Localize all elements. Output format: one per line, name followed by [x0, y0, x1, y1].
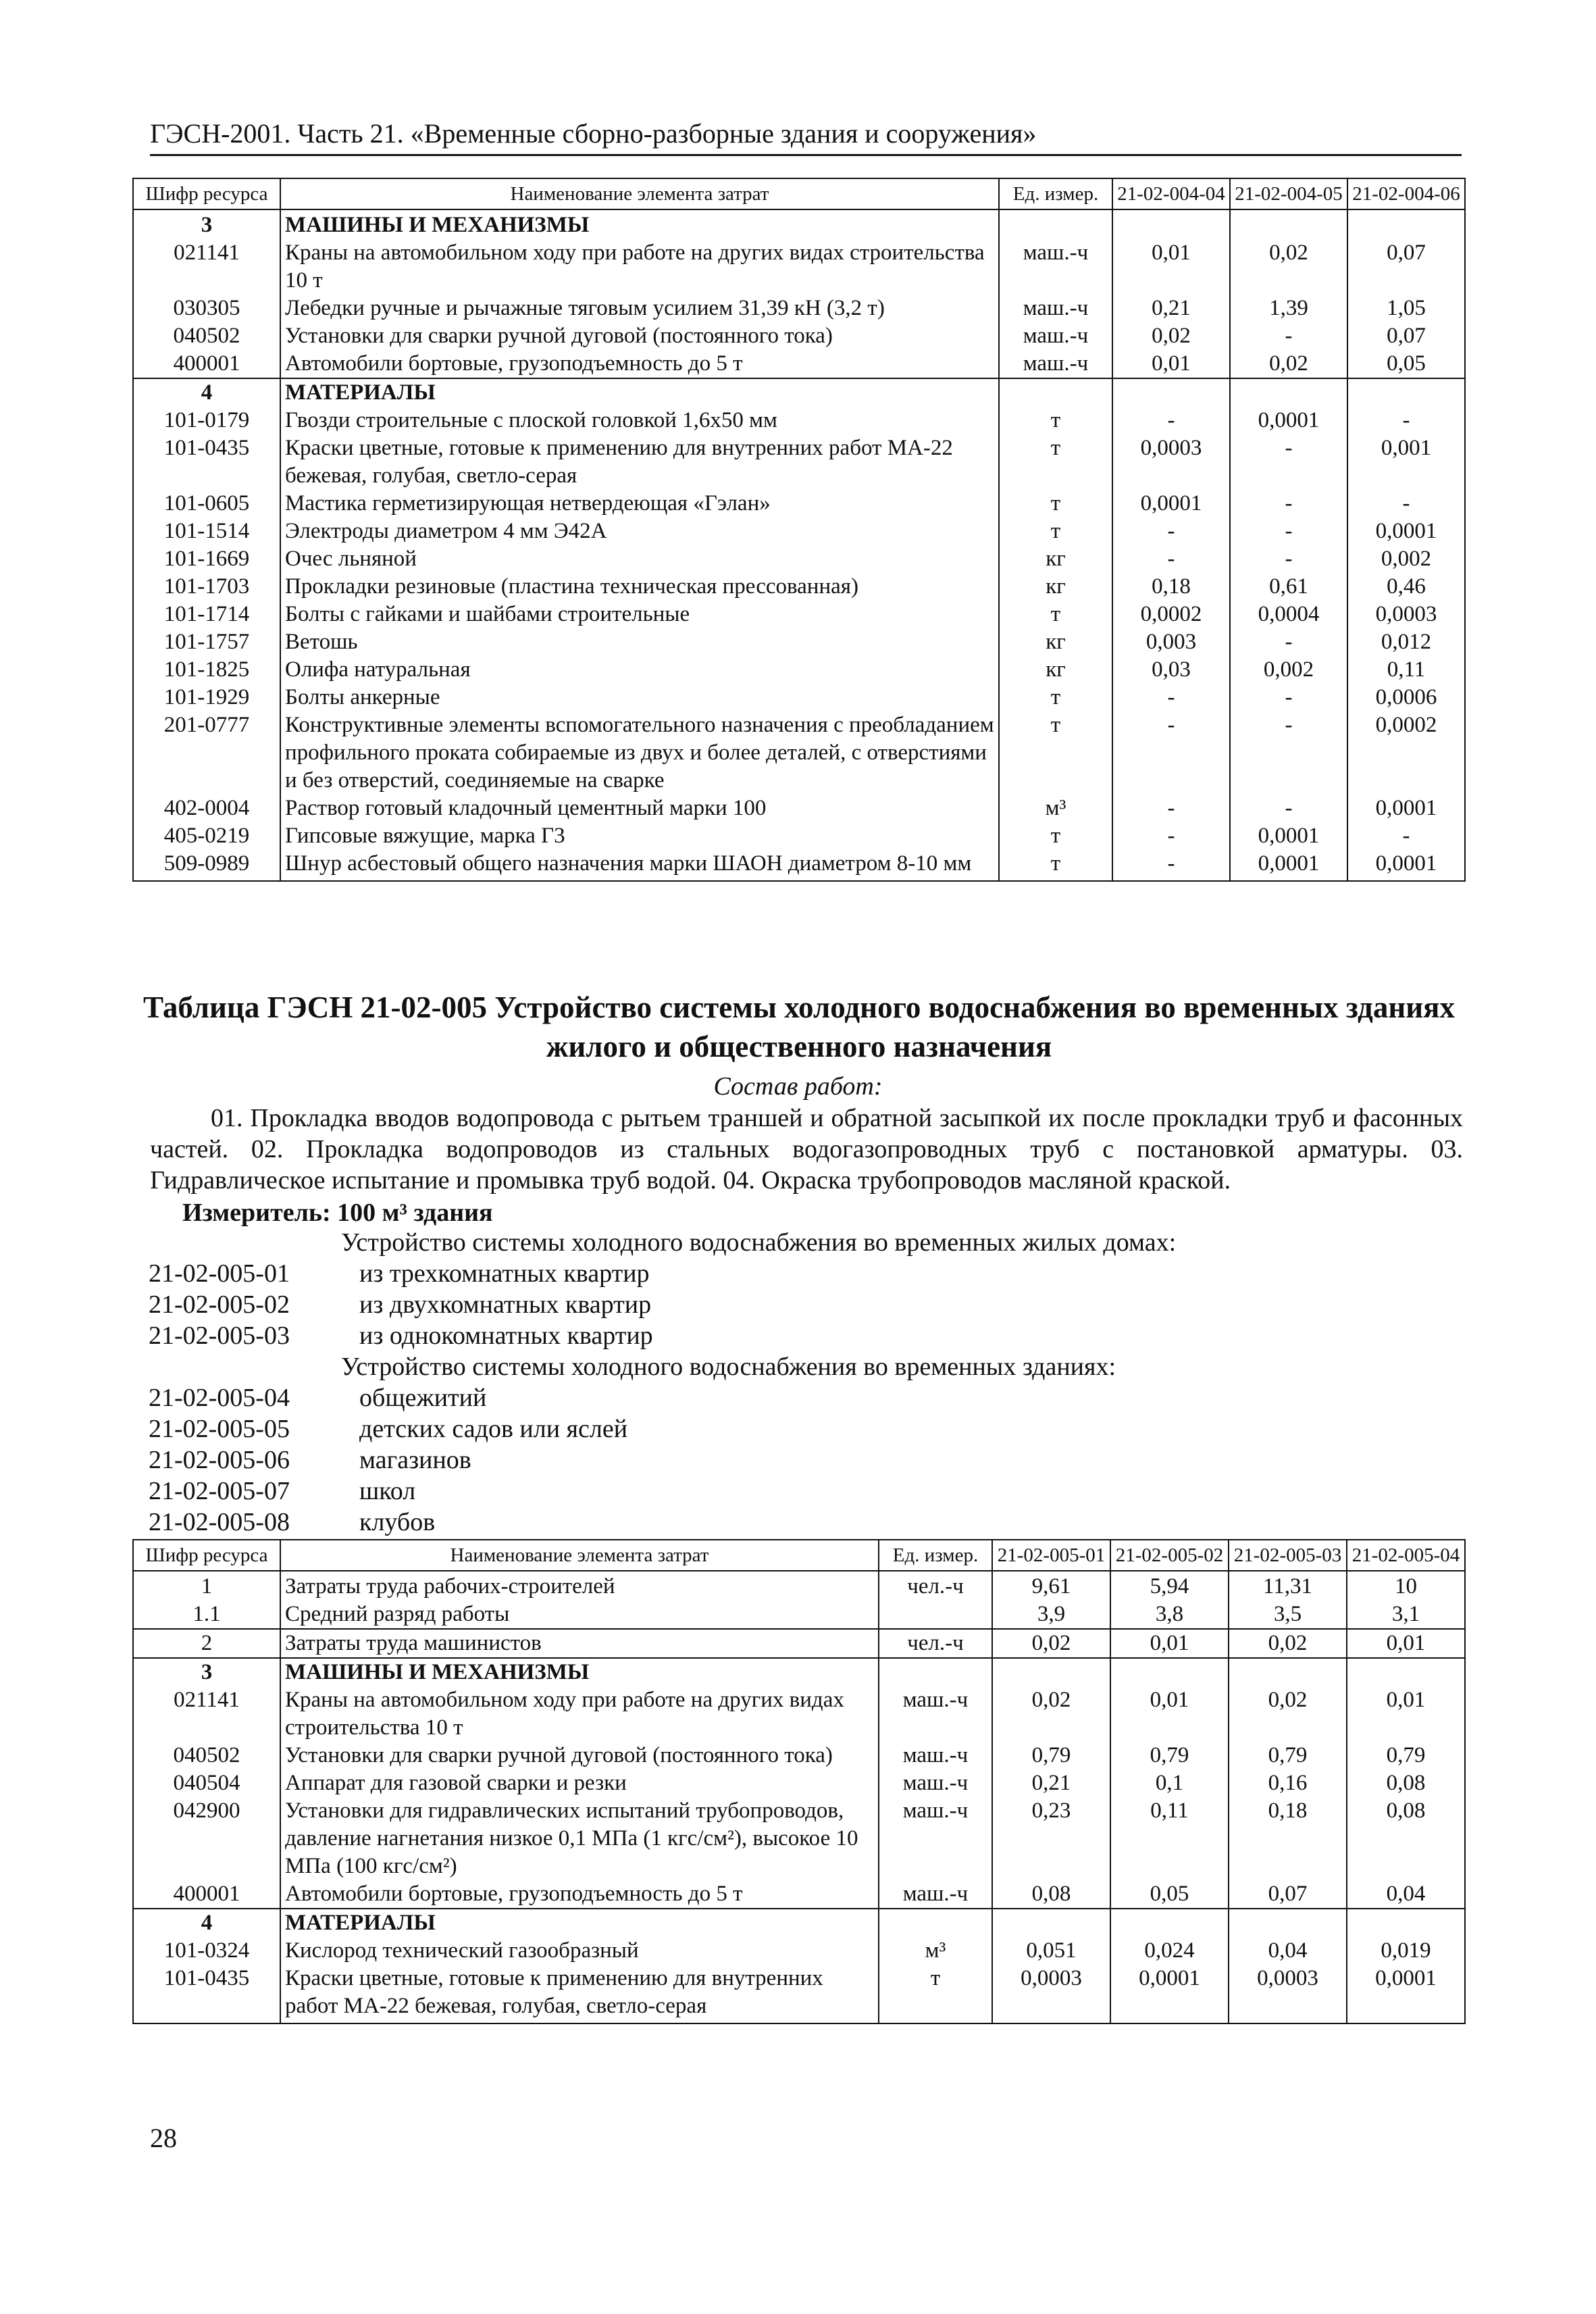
- norm-value-cell: 0,07: [1347, 239, 1465, 295]
- norm-value-cell: 0,18: [1112, 573, 1230, 601]
- norm-value-cell: 0,08: [1347, 1769, 1465, 1797]
- resource-code-cell: 101-1929: [133, 684, 280, 711]
- norm-value-cell: -: [1230, 490, 1347, 518]
- norm-code: 21-02-005-03: [149, 1322, 290, 1350]
- table-row: [133, 490, 1465, 518]
- column-header-norm: 21-02-005-01: [992, 1540, 1110, 1571]
- norm-list-item: [0, 1413, 1596, 1444]
- norm-value-cell: 0,04: [1347, 1880, 1465, 1909]
- norm-value-cell: 1,05: [1347, 295, 1465, 322]
- norm-list-item: [0, 1444, 1596, 1476]
- resource-code-cell: 101-1669: [133, 545, 280, 573]
- unit-cell: т: [999, 822, 1112, 850]
- resource-code-cell: 3: [133, 209, 280, 239]
- resource-name-cell: Затраты труда рабочих-строителей: [280, 1571, 879, 1601]
- table-row: [133, 684, 1465, 711]
- norm-value-cell: 0,08: [1347, 1797, 1465, 1880]
- table-row: [133, 1629, 1465, 1658]
- unit-cell: [999, 378, 1112, 407]
- norm-value-cell: -: [1347, 490, 1465, 518]
- unit-cell: т: [999, 601, 1112, 628]
- norm-value-cell: 5,94: [1110, 1571, 1229, 1601]
- norm-value-cell: 0,21: [1112, 295, 1230, 322]
- resource-code-cell: 101-0324: [133, 1937, 280, 1965]
- column-header-code: Шифр ресурса: [133, 178, 280, 209]
- column-header-name: Наименование элемента затрат: [280, 1540, 879, 1571]
- unit-cell: маш.-ч: [879, 1880, 992, 1909]
- resource-name-cell: Краны на автомобильном ходу при работе на других видах строительства 10 т: [280, 239, 999, 295]
- unit-cell: т: [999, 490, 1112, 518]
- norm-value-cell: -: [1230, 795, 1347, 822]
- norm-value-cell: 0,01: [1112, 239, 1230, 295]
- norm-value-cell: 0,46: [1347, 573, 1465, 601]
- unit-cell: т: [879, 1965, 992, 2023]
- resource-name-cell: Гипсовые вяжущие, марка Г3: [280, 822, 999, 850]
- norm-value-cell: 0,11: [1347, 656, 1465, 684]
- resource-name-cell: Краны на автомобильном ходу при работе на других видах строительства 10 т: [280, 1686, 879, 1742]
- norm-value-cell: 0,019: [1347, 1937, 1465, 1965]
- norm-value-cell: 0,0001: [1230, 822, 1347, 850]
- norm-value-cell: 1,39: [1230, 295, 1347, 322]
- work-composition-text: [150, 1103, 1463, 1196]
- norm-value-cell: 0,0001: [1347, 518, 1465, 545]
- norm-value-cell: [1110, 1909, 1229, 1937]
- column-header-norm: 21-02-004-04: [1112, 178, 1230, 209]
- norm-value-cell: 0,002: [1347, 545, 1465, 573]
- norm-value-cell: [1347, 1658, 1465, 1686]
- resource-code-cell: 101-0179: [133, 407, 280, 434]
- norm-description: из трехкомнатных квартир: [359, 1259, 650, 1288]
- norm-value-cell: 3,8: [1110, 1601, 1229, 1629]
- unit-cell: т: [999, 711, 1112, 795]
- norm-value-cell: -: [1230, 628, 1347, 656]
- column-header-norm: 21-02-004-06: [1347, 178, 1465, 209]
- unit-cell: маш.-ч: [879, 1797, 992, 1880]
- norm-value-cell: [992, 1909, 1110, 1937]
- resource-name-cell: Конструктивные элементы вспомогательного назначения с преобладанием профильного проката собираемые из двух и более деталей, с отверстиями и без отверстий, соединяемые на сварке: [280, 711, 999, 795]
- norm-list-item: [0, 1320, 1596, 1351]
- meter-line: Измеритель: 100 м³ здания: [182, 1199, 493, 1227]
- resource-code-cell: 4: [133, 1909, 280, 1937]
- norm-value-cell: 0,02: [1112, 322, 1230, 350]
- column-header-unit: Ед. измер.: [999, 178, 1112, 209]
- unit-cell: кг: [999, 656, 1112, 684]
- resource-code-cell: 101-1714: [133, 601, 280, 628]
- norm-value-cell: [1230, 209, 1347, 239]
- norm-value-cell: -: [1347, 407, 1465, 434]
- norm-value-cell: 0,1: [1110, 1769, 1229, 1797]
- resource-name-cell: Олифа натуральная: [280, 656, 999, 684]
- unit-cell: маш.-ч: [999, 350, 1112, 378]
- norm-value-cell: 3,5: [1229, 1601, 1347, 1629]
- norm-value-cell: 0,024: [1110, 1937, 1229, 1965]
- resource-name-cell: Затраты труда машинистов: [280, 1629, 879, 1658]
- norm-code: 21-02-005-08: [149, 1508, 290, 1536]
- norm-value-cell: 0,051: [992, 1937, 1110, 1965]
- column-header-norm: 21-02-005-04: [1347, 1540, 1465, 1571]
- resource-name-cell: Мастика герметизирующая нетвердеющая «Гэлан»: [280, 490, 999, 518]
- column-header-norm: 21-02-004-05: [1230, 178, 1347, 209]
- unit-cell: маш.-ч: [999, 239, 1112, 295]
- resource-name-cell: Установки для гидравлических испытаний трубопроводов, давление нагнетания низкое 0,1 МПа (1 кгс/см²), высокое 10 МПа (100 кгс/см²): [280, 1797, 879, 1880]
- norm-value-cell: -: [1230, 434, 1347, 490]
- table-title: Таблица ГЭСН 21-02-005 Устройство системы холодного водоснабжения во временных зданиях жилого и общественного назначения: [143, 990, 1456, 1063]
- norm-value-cell: 3,9: [992, 1601, 1110, 1629]
- norm-list-item: [0, 1258, 1596, 1289]
- resource-code-cell: 1.1: [133, 1601, 280, 1629]
- table-row: [133, 1797, 1465, 1880]
- norm-value-cell: -: [1230, 711, 1347, 795]
- table-row: [133, 518, 1465, 545]
- norm-value-cell: 0,07: [1347, 322, 1465, 350]
- resource-code-cell: 4: [133, 378, 280, 407]
- norm-code: 21-02-005-02: [149, 1290, 290, 1319]
- resource-name-cell: Автомобили бортовые, грузоподъемность до 5 т: [280, 350, 999, 378]
- norm-description: общежитий: [359, 1384, 487, 1412]
- norm-list: [0, 1227, 1596, 1538]
- column-header-name: Наименование элемента затрат: [280, 178, 999, 209]
- table-row: [133, 378, 1465, 407]
- norm-value-cell: 0,0001: [1112, 490, 1230, 518]
- resource-name-cell: Средний разряд работы: [280, 1601, 879, 1629]
- norm-value-cell: 0,01: [1110, 1629, 1229, 1658]
- norm-description: школ: [359, 1477, 416, 1505]
- norm-value-cell: 0,0003: [1347, 601, 1465, 628]
- table-row: [133, 573, 1465, 601]
- table-body: [133, 209, 1465, 881]
- norm-value-cell: 0,0004: [1230, 601, 1347, 628]
- resource-code-cell: 1: [133, 1571, 280, 1601]
- norm-value-cell: 0,0002: [1112, 601, 1230, 628]
- table-row: [133, 711, 1465, 795]
- resource-name-cell: Установки для сварки ручной дуговой (постоянного тока): [280, 322, 999, 350]
- table-header: [133, 178, 1465, 209]
- table-row: [133, 1909, 1465, 1937]
- norm-value-cell: -: [1112, 711, 1230, 795]
- norm-value-cell: 0,0002: [1347, 711, 1465, 795]
- norm-value-cell: 0,0001: [1110, 1965, 1229, 2023]
- resource-code-cell: 101-1514: [133, 518, 280, 545]
- norm-value-cell: -: [1230, 545, 1347, 573]
- table-row: [133, 295, 1465, 322]
- table-header: [133, 1540, 1465, 1571]
- norm-value-cell: 3,1: [1347, 1601, 1465, 1629]
- norm-code: 21-02-005-06: [149, 1446, 290, 1474]
- resource-code-cell: 400001: [133, 350, 280, 378]
- resource-code-cell: 040504: [133, 1769, 280, 1797]
- resource-name-cell: МАТЕРИАЛЫ: [280, 378, 999, 407]
- norm-value-cell: -: [1230, 518, 1347, 545]
- norm-value-cell: -: [1112, 795, 1230, 822]
- norm-value-cell: 0,79: [1229, 1742, 1347, 1769]
- table-row: [133, 1880, 1465, 1909]
- unit-cell: маш.-ч: [879, 1686, 992, 1742]
- unit-cell: маш.-ч: [879, 1769, 992, 1797]
- unit-cell: чел.-ч: [879, 1571, 992, 1601]
- resource-name-cell: Установки для сварки ручной дуговой (постоянного тока): [280, 1742, 879, 1769]
- unit-cell: маш.-ч: [999, 295, 1112, 322]
- norm-value-cell: 0,02: [1229, 1686, 1347, 1742]
- norm-value-cell: 0,0003: [1112, 434, 1230, 490]
- norm-value-cell: 0,23: [992, 1797, 1110, 1880]
- resource-table-005: [132, 1539, 1466, 2024]
- resource-name-cell: МАТЕРИАЛЫ: [280, 1909, 879, 1937]
- unit-cell: м³: [879, 1937, 992, 1965]
- norm-value-cell: 0,02: [1229, 1629, 1347, 1658]
- norm-value-cell: 0,18: [1229, 1797, 1347, 1880]
- resource-name-cell: Раствор готовый кладочный цементный марки 100: [280, 795, 999, 822]
- norm-value-cell: -: [1112, 545, 1230, 573]
- unit-cell: [879, 1601, 992, 1629]
- norm-value-cell: 0,79: [1347, 1742, 1465, 1769]
- unit-cell: т: [999, 684, 1112, 711]
- resource-code-cell: 101-1703: [133, 573, 280, 601]
- resource-name-cell: Очес льняной: [280, 545, 999, 573]
- resource-name-cell: Краски цветные, готовые к применению для внутренних работ МА-22 бежевая, голубая, светло-серая: [280, 1965, 879, 2023]
- norm-value-cell: -: [1112, 850, 1230, 881]
- table-row: [133, 1965, 1465, 2023]
- table-row: [133, 239, 1465, 295]
- norm-value-cell: 0,61: [1230, 573, 1347, 601]
- norm-list-item: [0, 1507, 1596, 1538]
- norm-value-cell: [992, 1658, 1110, 1686]
- norm-group-header: Устройство системы холодного водоснабжения во временных жилых домах:: [341, 1228, 1177, 1257]
- table-row: [133, 1937, 1465, 1965]
- resource-code-cell: 101-1825: [133, 656, 280, 684]
- unit-cell: маш.-ч: [879, 1742, 992, 1769]
- table-row: [133, 601, 1465, 628]
- unit-cell: кг: [999, 573, 1112, 601]
- norm-list-item: [0, 1382, 1596, 1413]
- unit-cell: чел.-ч: [879, 1629, 992, 1658]
- unit-cell: кг: [999, 545, 1112, 573]
- table-row: [133, 1686, 1465, 1742]
- resource-code-cell: 030305: [133, 295, 280, 322]
- resource-code-cell: 021141: [133, 239, 280, 295]
- resource-name-cell: Автомобили бортовые, грузоподъемность до 5 т: [280, 1880, 879, 1909]
- norm-value-cell: -: [1230, 322, 1347, 350]
- column-header-code: Шифр ресурса: [133, 1540, 280, 1571]
- resource-code-cell: 101-0435: [133, 434, 280, 490]
- norm-value-cell: 0,02: [1230, 350, 1347, 378]
- resource-code-cell: 2: [133, 1629, 280, 1658]
- norm-value-cell: [1112, 209, 1230, 239]
- norm-code: 21-02-005-05: [149, 1415, 290, 1443]
- resource-name-cell: Лебедки ручные и рычажные тяговым усилием 31,39 кН (3,2 т): [280, 295, 999, 322]
- work-composition-paragraph: 01. Прокладка вводов водопровода с рытьем траншей и обратной засыпкой их после прокладки труб и фасонных частей. 02. Прокладка водопроводов из стальных водогазопроводных труб с постановкой арматуры. 03. Гидравлическое испытание и промывка труб водой. 04. Окраска трубопроводов масляной краской.: [150, 1104, 1463, 1194]
- norm-value-cell: [1229, 1658, 1347, 1686]
- unit-cell: маш.-ч: [999, 322, 1112, 350]
- norm-value-cell: 10: [1347, 1571, 1465, 1601]
- resource-code-cell: 405-0219: [133, 822, 280, 850]
- unit-cell: т: [999, 518, 1112, 545]
- norm-value-cell: [1110, 1658, 1229, 1686]
- norm-value-cell: 0,02: [1230, 239, 1347, 295]
- resource-code-cell: 201-0777: [133, 711, 280, 795]
- resource-code-cell: 3: [133, 1658, 280, 1686]
- norm-value-cell: 0,0001: [1230, 407, 1347, 434]
- norm-value-cell: -: [1112, 684, 1230, 711]
- unit-cell: т: [999, 407, 1112, 434]
- norm-value-cell: [1347, 378, 1465, 407]
- resource-name-cell: Краски цветные, готовые к применению для внутренних работ МА-22 бежевая, голубая, светло-серая: [280, 434, 999, 490]
- norm-value-cell: 0,0001: [1347, 850, 1465, 881]
- norm-value-cell: 11,31: [1229, 1571, 1347, 1601]
- resource-code-cell: 509-0989: [133, 850, 280, 881]
- table-row: [133, 434, 1465, 490]
- norm-value-cell: -: [1230, 684, 1347, 711]
- resource-code-cell: 040502: [133, 1742, 280, 1769]
- norm-value-cell: 0,16: [1229, 1769, 1347, 1797]
- norm-description: клубов: [359, 1508, 436, 1536]
- norm-value-cell: 0,01: [1112, 350, 1230, 378]
- table-row: [133, 350, 1465, 378]
- norm-description: из однокомнатных квартир: [359, 1322, 653, 1350]
- table-row: [133, 407, 1465, 434]
- norm-code: 21-02-005-07: [149, 1477, 290, 1505]
- norm-value-cell: 0,03: [1112, 656, 1230, 684]
- norm-value-cell: [1229, 1909, 1347, 1937]
- norm-value-cell: 0,01: [1347, 1629, 1465, 1658]
- table-row: [133, 850, 1465, 881]
- table-row: [133, 1658, 1465, 1686]
- norm-value-cell: 0,08: [992, 1880, 1110, 1909]
- norm-value-cell: [1230, 378, 1347, 407]
- unit-cell: [879, 1658, 992, 1686]
- unit-cell: кг: [999, 628, 1112, 656]
- norm-description: из двухкомнатных квартир: [359, 1290, 652, 1319]
- table-row: [133, 1601, 1465, 1629]
- resource-code-cell: 101-0435: [133, 1965, 280, 2023]
- norm-code: 21-02-005-04: [149, 1384, 290, 1412]
- running-header: ГЭСН-2001. Часть 21. «Временные сборно-разборные здания и сооружения»: [150, 116, 1462, 156]
- table-row: [133, 1571, 1465, 1601]
- column-header-unit: Ед. измер.: [879, 1540, 992, 1571]
- norm-value-cell: 0,012: [1347, 628, 1465, 656]
- norm-value-cell: 0,21: [992, 1769, 1110, 1797]
- unit-cell: [999, 209, 1112, 239]
- norm-value-cell: -: [1112, 822, 1230, 850]
- resource-code-cell: 400001: [133, 1880, 280, 1909]
- table-row: [133, 1769, 1465, 1797]
- column-header-norm: 21-02-005-02: [1110, 1540, 1229, 1571]
- resource-name-cell: Аппарат для газовой сварки и резки: [280, 1769, 879, 1797]
- resource-table-004: [132, 178, 1466, 882]
- norm-value-cell: 0,002: [1230, 656, 1347, 684]
- norm-value-cell: 0,0001: [1230, 850, 1347, 881]
- norm-value-cell: -: [1112, 518, 1230, 545]
- norm-value-cell: 0,003: [1112, 628, 1230, 656]
- resource-name-cell: Гвозди строительные с плоской головкой 1,6х50 мм: [280, 407, 999, 434]
- unit-cell: [879, 1909, 992, 1937]
- table-body: [133, 1571, 1465, 2023]
- norm-value-cell: 0,0001: [1347, 795, 1465, 822]
- norm-value-cell: 0,02: [992, 1686, 1110, 1742]
- unit-cell: т: [999, 850, 1112, 881]
- norm-value-cell: 0,02: [992, 1629, 1110, 1658]
- norm-value-cell: [1112, 378, 1230, 407]
- norm-value-cell: -: [1112, 407, 1230, 434]
- norm-value-cell: 0,05: [1347, 350, 1465, 378]
- resource-name-cell: Прокладки резиновые (пластина техническая прессованная): [280, 573, 999, 601]
- norm-value-cell: 0,79: [1110, 1742, 1229, 1769]
- resource-code-cell: 040502: [133, 322, 280, 350]
- resource-name-cell: МАШИНЫ И МЕХАНИЗМЫ: [280, 1658, 879, 1686]
- resource-name-cell: МАШИНЫ И МЕХАНИЗМЫ: [280, 209, 999, 239]
- norm-value-cell: 0,79: [992, 1742, 1110, 1769]
- resource-name-cell: Кислород технический газообразный: [280, 1937, 879, 1965]
- norm-value-cell: 0,0003: [992, 1965, 1110, 2023]
- resource-code-cell: 402-0004: [133, 795, 280, 822]
- norm-value-cell: 0,001: [1347, 434, 1465, 490]
- unit-cell: м³: [999, 795, 1112, 822]
- resource-code-cell: 042900: [133, 1797, 280, 1880]
- norm-value-cell: 0,0003: [1229, 1965, 1347, 2023]
- page-number: 28: [150, 2123, 177, 2153]
- norm-code: 21-02-005-01: [149, 1259, 290, 1288]
- norm-list-item: [0, 1476, 1596, 1507]
- table-row: [133, 322, 1465, 350]
- table-row: [133, 209, 1465, 239]
- norm-value-cell: 0,11: [1110, 1797, 1229, 1880]
- work-composition-title: Состав работ:: [713, 1072, 883, 1101]
- norm-value-cell: 0,0006: [1347, 684, 1465, 711]
- norm-value-cell: 9,61: [992, 1571, 1110, 1601]
- norm-value-cell: 0,01: [1110, 1686, 1229, 1742]
- column-header-norm: 21-02-005-03: [1229, 1540, 1347, 1571]
- table-row: [133, 656, 1465, 684]
- resource-name-cell: Электроды диаметром 4 мм Э42А: [280, 518, 999, 545]
- resource-code-cell: 101-1757: [133, 628, 280, 656]
- norm-value-cell: 0,0001: [1347, 1965, 1465, 2023]
- resource-code-cell: 021141: [133, 1686, 280, 1742]
- norm-description: детских садов или яслей: [359, 1415, 628, 1443]
- norm-value-cell: 0,01: [1347, 1686, 1465, 1742]
- norm-value-cell: [1347, 209, 1465, 239]
- norm-list-item: [0, 1289, 1596, 1320]
- resource-name-cell: Болты анкерные: [280, 684, 999, 711]
- norm-value-cell: 0,05: [1110, 1880, 1229, 1909]
- table-row: [133, 545, 1465, 573]
- norm-group-header: Устройство системы холодного водоснабжения во временных зданиях:: [341, 1353, 1116, 1381]
- norm-value-cell: 0,04: [1229, 1937, 1347, 1965]
- norm-value-cell: [1347, 1909, 1465, 1937]
- norm-value-cell: -: [1347, 822, 1465, 850]
- table-row: [133, 1742, 1465, 1769]
- resource-name-cell: Ветошь: [280, 628, 999, 656]
- resource-name-cell: Шнур асбестовый общего назначения марки ШАОН диаметром 8-10 мм: [280, 850, 999, 881]
- table-row: [133, 628, 1465, 656]
- unit-cell: т: [999, 434, 1112, 490]
- norm-description: магазинов: [359, 1446, 471, 1474]
- norm-value-cell: 0,07: [1229, 1880, 1347, 1909]
- resource-code-cell: 101-0605: [133, 490, 280, 518]
- table-row: [133, 795, 1465, 822]
- table-row: [133, 822, 1465, 850]
- resource-name-cell: Болты с гайками и шайбами строительные: [280, 601, 999, 628]
